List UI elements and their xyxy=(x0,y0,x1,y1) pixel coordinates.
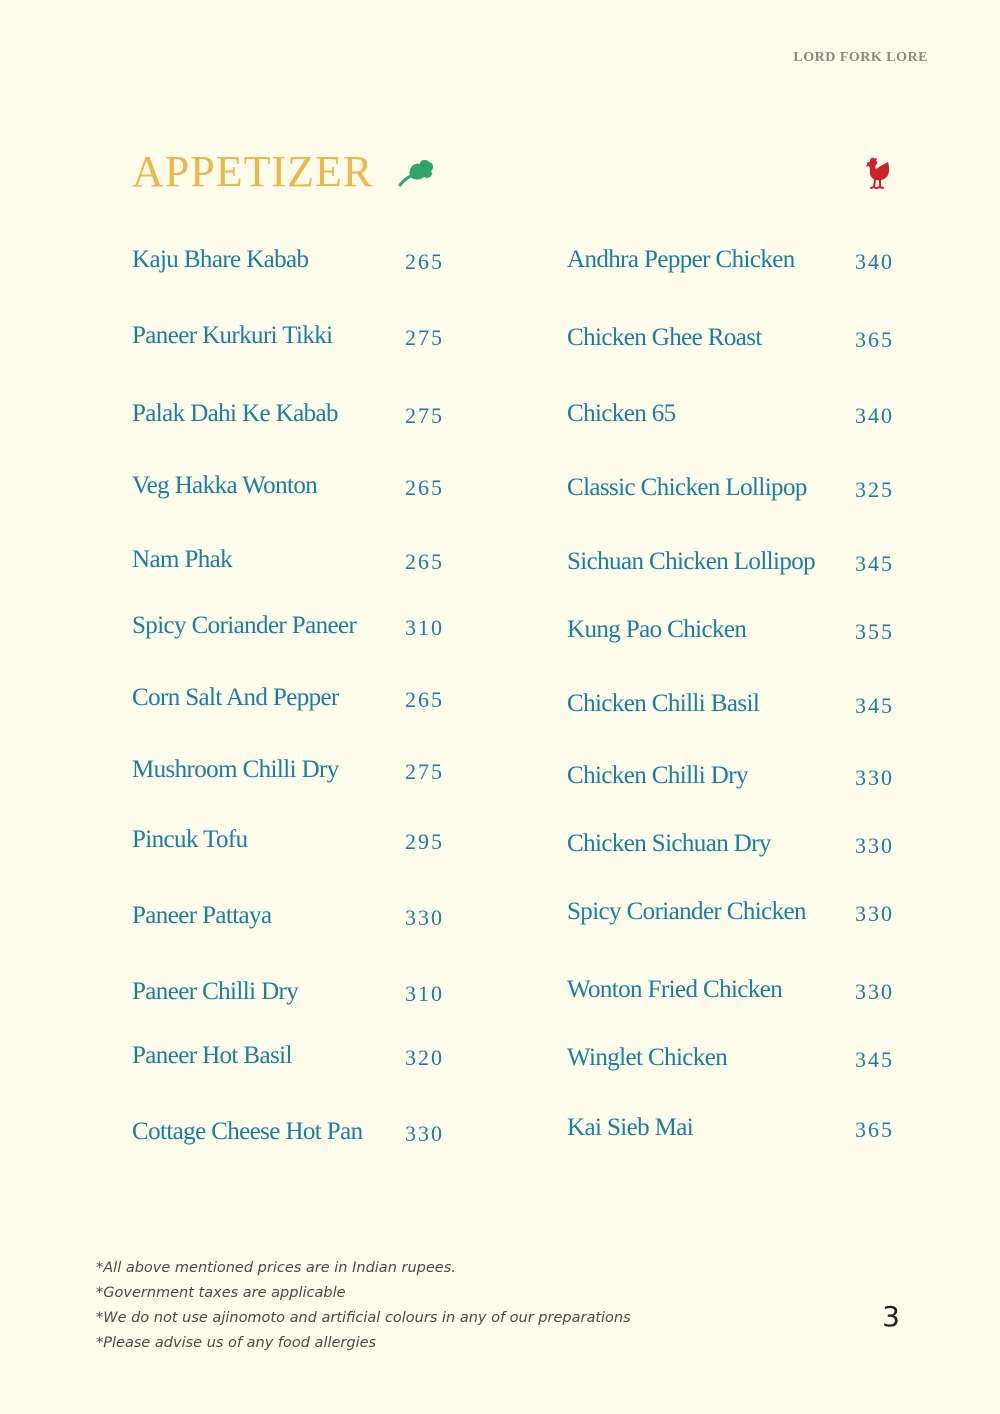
nonveg-item-price: 330 xyxy=(855,901,894,926)
nonveg-item-price: 330 xyxy=(855,979,894,1004)
veg-item-name: Palak Dahi Ke Kabab xyxy=(132,400,338,427)
chicken-icon xyxy=(864,156,892,190)
footnote: *We do not use ajinomoto and artificial colours in any of our preparations xyxy=(96,1310,631,1326)
footnote: *All above mentioned prices are in Indian rupees. xyxy=(96,1260,456,1276)
veg-item-price: 275 xyxy=(405,325,444,350)
footnotes xyxy=(96,1256,631,1356)
veg-item-name: Mushroom Chilli Dry xyxy=(132,756,339,783)
section-title: APPETIZER xyxy=(132,147,374,196)
nonveg-item-name: Sichuan Chicken Lollipop xyxy=(567,548,816,575)
veg-item-name: Kaju Bhare Kabab xyxy=(132,246,309,273)
nonveg-item-name: Winglet Chicken xyxy=(567,1044,728,1071)
veg-item-name: Veg Hakka Wonton xyxy=(132,472,318,499)
nonveg-item-name: Classic Chicken Lollipop xyxy=(567,474,807,501)
nonveg-item-name: Chicken Chilli Dry xyxy=(567,762,748,789)
nonveg-item-price: 355 xyxy=(855,619,894,644)
nonveg-item-price: 330 xyxy=(855,765,894,790)
veg-item-name: Spicy Coriander Paneer xyxy=(132,612,357,639)
nonveg-item-price: 345 xyxy=(855,693,894,718)
footnote: *Please advise us of any food allergies xyxy=(96,1335,377,1351)
veg-item-price: 320 xyxy=(405,1045,444,1070)
veg-item-name: Cottage Cheese Hot Pan xyxy=(132,1118,363,1145)
nonveg-item-price: 345 xyxy=(855,1047,894,1072)
nonveg-item-name: Chicken 65 xyxy=(567,400,676,427)
brand-logo: LORD FORK LORE xyxy=(793,50,928,65)
nonveg-item-price: 365 xyxy=(855,327,894,352)
veg-item-name: Corn Salt And Pepper xyxy=(132,684,339,711)
nonveg-item-name: Kai Sieb Mai xyxy=(567,1114,694,1141)
leaf-icon xyxy=(396,156,436,188)
veg-item-name: Paneer Kurkuri Tikki xyxy=(132,322,333,349)
veg-item-name: Pincuk Tofu xyxy=(132,826,248,853)
nonveg-item-name: Chicken Ghee Roast xyxy=(567,324,762,351)
nonveg-item-name: Chicken Sichuan Dry xyxy=(567,830,771,857)
page-number: 3 xyxy=(882,1300,900,1333)
nonveg-item-name: Wonton Fried Chicken xyxy=(567,976,783,1003)
nonveg-item-name: Andhra Pepper Chicken xyxy=(567,246,795,273)
veg-item-name: Nam Phak xyxy=(132,546,233,573)
nonveg-item-name: Kung Pao Chicken xyxy=(567,616,747,643)
veg-item-price: 275 xyxy=(405,759,444,784)
veg-item-price: 275 xyxy=(405,403,444,428)
veg-item-price: 295 xyxy=(405,829,444,854)
nonveg-item-price: 330 xyxy=(855,833,894,858)
veg-item-name: Paneer Pattaya xyxy=(132,902,272,929)
veg-item-price: 265 xyxy=(405,249,444,274)
veg-item-price: 310 xyxy=(405,981,444,1006)
veg-item-price: 330 xyxy=(405,1121,444,1146)
veg-item-name: Paneer Chilli Dry xyxy=(132,978,299,1005)
veg-item-price: 265 xyxy=(405,549,444,574)
veg-item-name: Paneer Hot Basil xyxy=(132,1042,292,1069)
nonveg-item-price: 340 xyxy=(855,249,894,274)
nonveg-item-price: 325 xyxy=(855,477,894,502)
footnote: *Government taxes are applicable xyxy=(96,1285,346,1301)
veg-item-price: 310 xyxy=(405,615,444,640)
nonveg-item-price: 365 xyxy=(855,1117,894,1142)
veg-item-price: 330 xyxy=(405,905,444,930)
nonveg-item-name: Chicken Chilli Basil xyxy=(567,690,760,717)
nonveg-item-price: 345 xyxy=(855,551,894,576)
nonveg-item-price: 340 xyxy=(855,403,894,428)
veg-item-price: 265 xyxy=(405,475,444,500)
nonveg-item-name: Spicy Coriander Chicken xyxy=(567,898,806,925)
veg-item-price: 265 xyxy=(405,687,444,712)
